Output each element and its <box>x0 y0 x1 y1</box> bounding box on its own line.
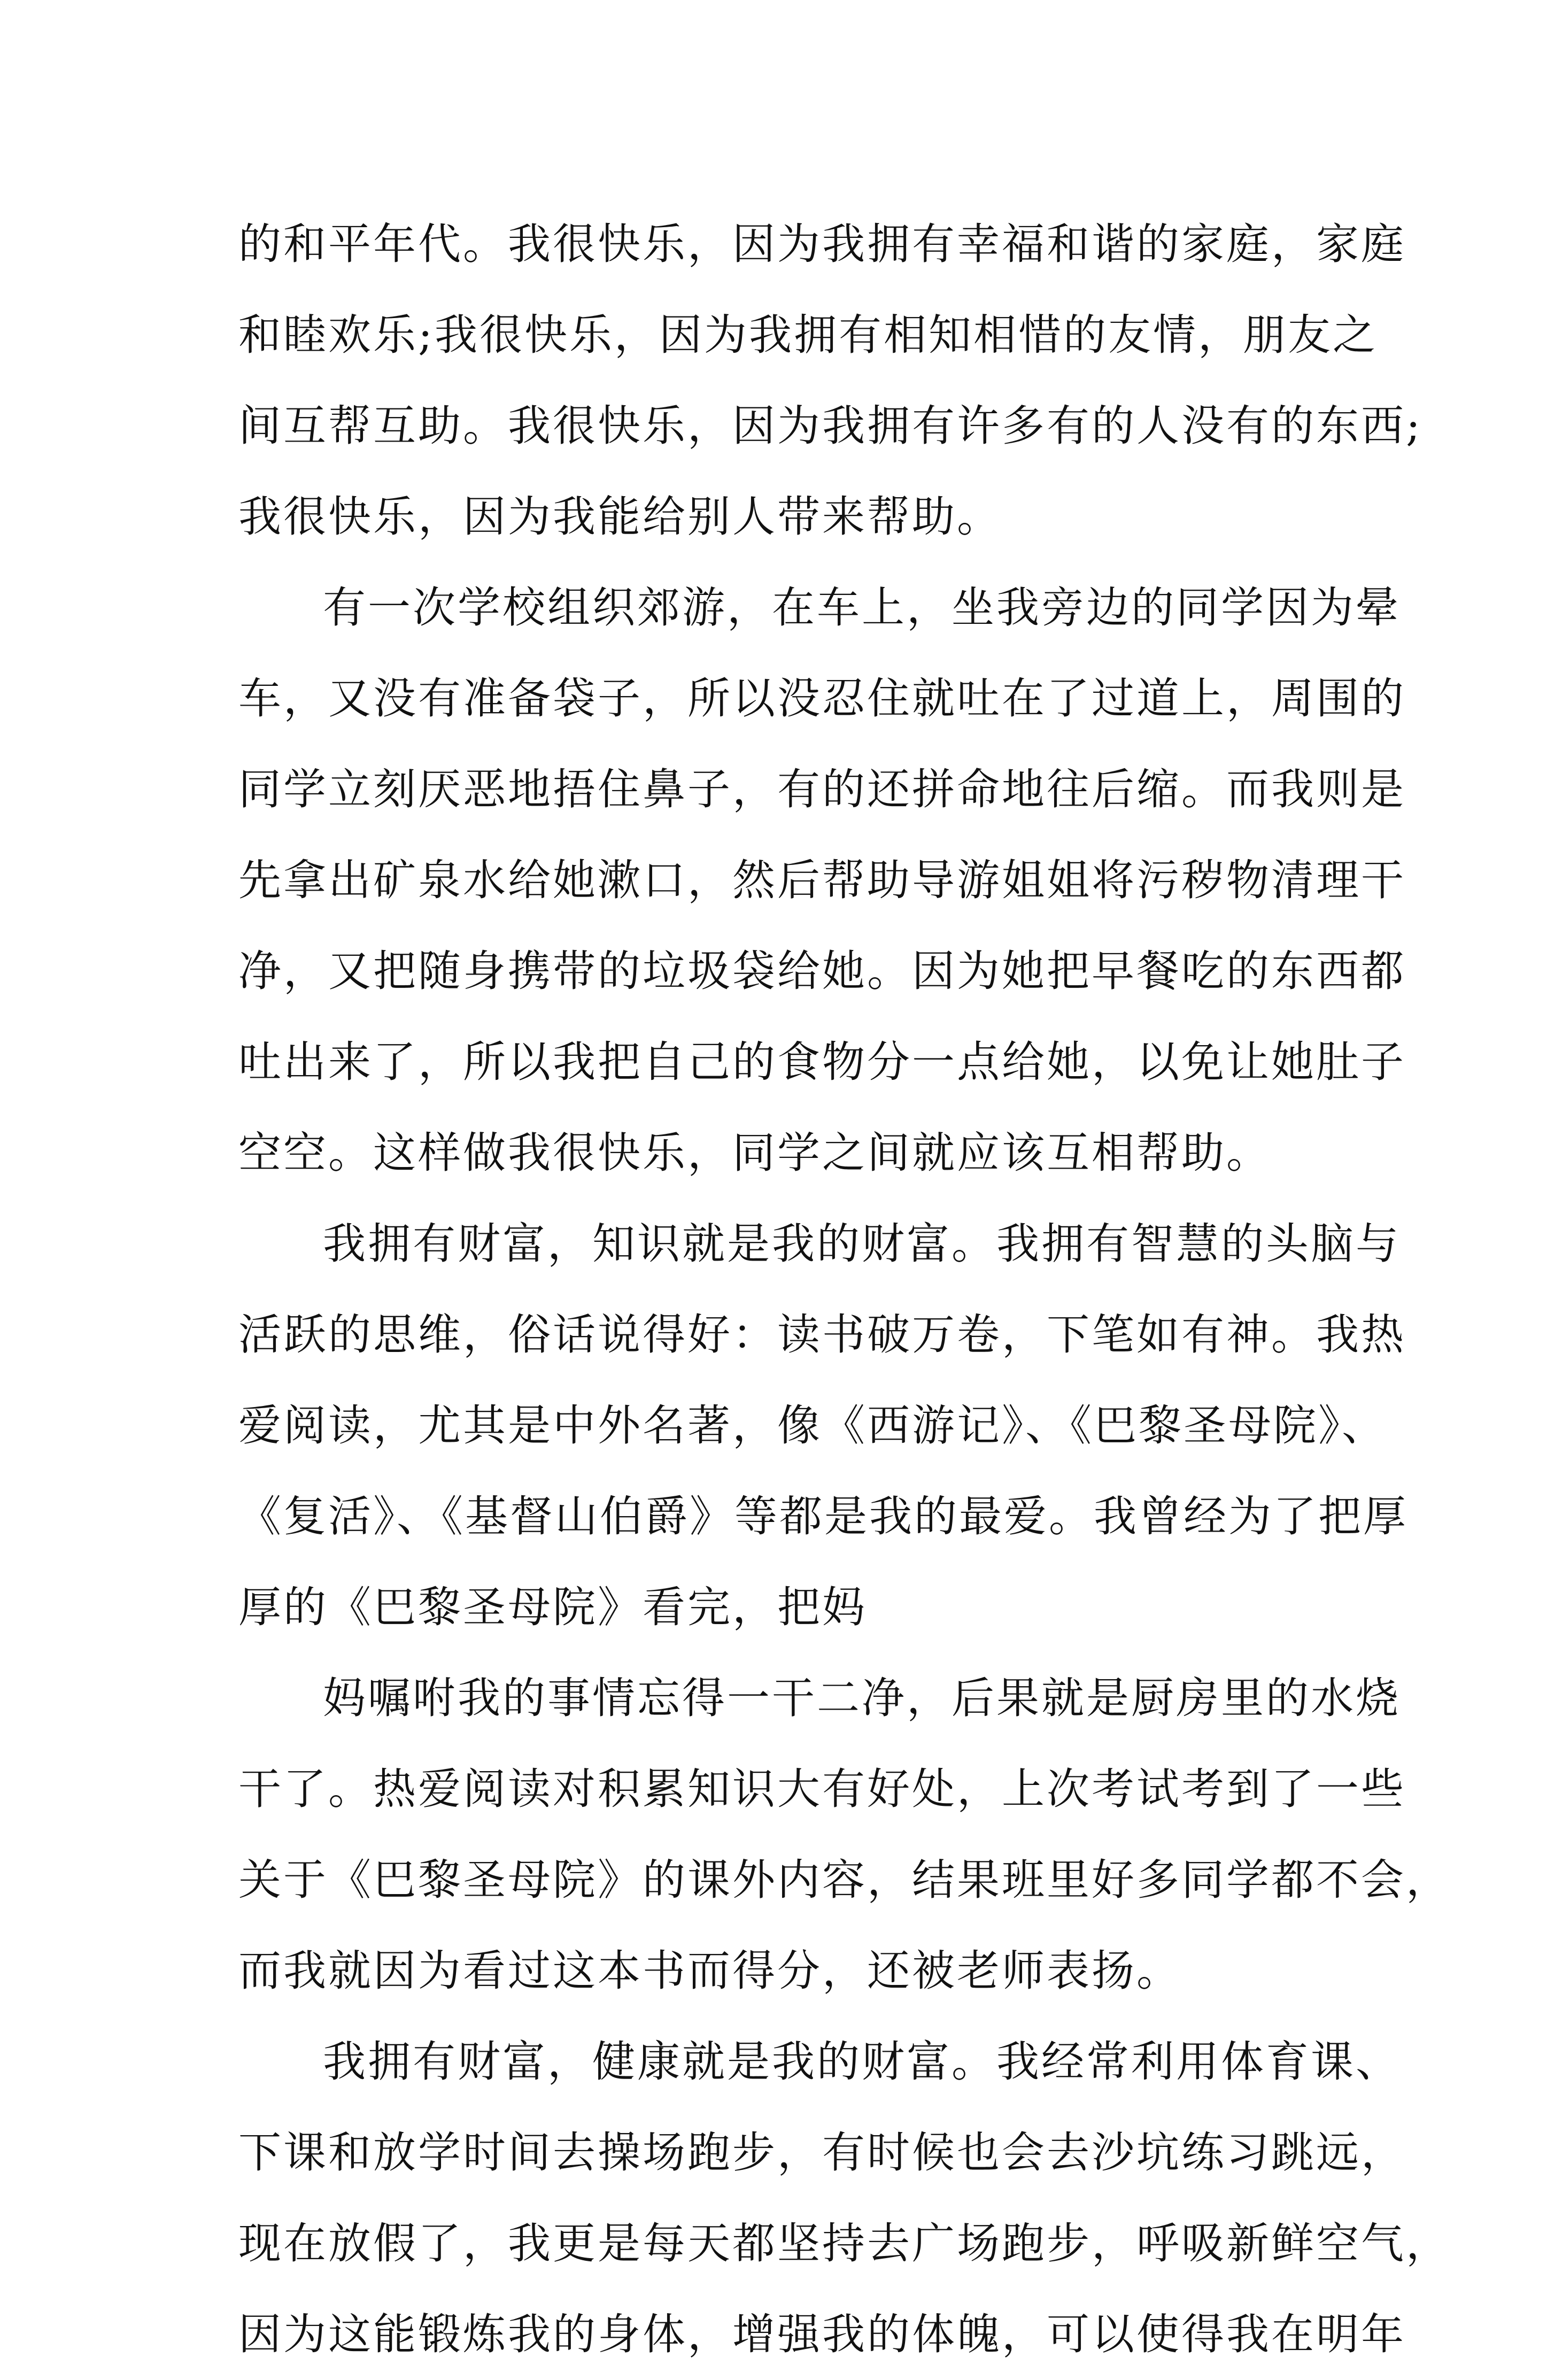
text-line: 下课和放学时间去操场跑步，有时候也会去沙坑练习跳远， <box>238 2128 1406 2177</box>
text-line: 同学立刻厌恶地捂住鼻子，有的还拼命地往后缩。而我则是 <box>238 764 1406 814</box>
text-line: 而我就因为看过这本书而得分，还被老师表扬。 <box>238 1946 1181 1996</box>
text-line: 我很快乐，因为我能给别人带来帮助。 <box>238 492 1002 542</box>
text-line: 我拥有财富，健康就是我的财富。我经常利用体育课、 <box>323 2037 1401 2087</box>
text-line: 净，又把随身携带的垃圾袋给她。因为她把早餐吃的东西都 <box>238 946 1406 996</box>
text-line: 爱阅读，尤其是中外名著，像《西游记》、《巴黎圣母院》、 <box>238 1401 1387 1450</box>
text-line: 先拿出矿泉水给她漱口，然后帮助导游姐姐将污秽物清理干 <box>238 855 1406 905</box>
text-line: 我拥有财富，知识就是我的财富。我拥有智慧的头脑与 <box>323 1219 1401 1269</box>
text-line: 关于《巴黎圣母院》的课外内容，结果班里好多同学都不会， <box>238 1855 1451 1905</box>
text-line: 因为这能锻炼我的身体，增强我的体魄，可以使得我在明年 <box>238 2309 1406 2359</box>
text-line: 空空。这样做我很快乐，同学之间就应该互相帮助。 <box>238 1128 1271 1178</box>
text-line: 有一次学校组织郊游，在车上，坐我旁边的同学因为晕 <box>323 583 1401 632</box>
text-line: 的和平年代。我很快乐，因为我拥有幸福和谐的家庭，家庭 <box>238 219 1406 269</box>
text-line: 妈嘱咐我的事情忘得一干二净，后果就是厨房里的水烧 <box>323 1673 1401 1723</box>
text-line: 《复活》、《基督山伯爵》等都是我的最爱。我曾经为了把厚 <box>238 1492 1408 1541</box>
text-line: 吐出来了，所以我把自己的食物分一点给她，以免让她肚子 <box>238 1037 1406 1087</box>
text-line: 和睦欢乐;我很快乐，因为我拥有相知相惜的友情，朋友之 <box>238 310 1378 360</box>
text-line: 车，又没有准备袋子，所以没忍住就吐在了过道上，周围的 <box>238 674 1406 723</box>
text-line: 现在放假了，我更是每天都坚持去广场跑步，呼吸新鲜空气， <box>238 2219 1451 2268</box>
text-line: 干了。热爱阅读对积累知识大有好处，上次考试考到了一些 <box>238 1764 1406 1814</box>
text-line: 厚的《巴黎圣母院》看完，把妈 <box>238 1582 867 1632</box>
text-line: 间互帮互助。我很快乐，因为我拥有许多有的人没有的东西; <box>238 401 1422 451</box>
text-line: 活跃的思维，俗话说得好：读书破万卷，下笔如有神。我热 <box>238 1310 1406 1359</box>
body-text <box>238 199 1451 2380</box>
